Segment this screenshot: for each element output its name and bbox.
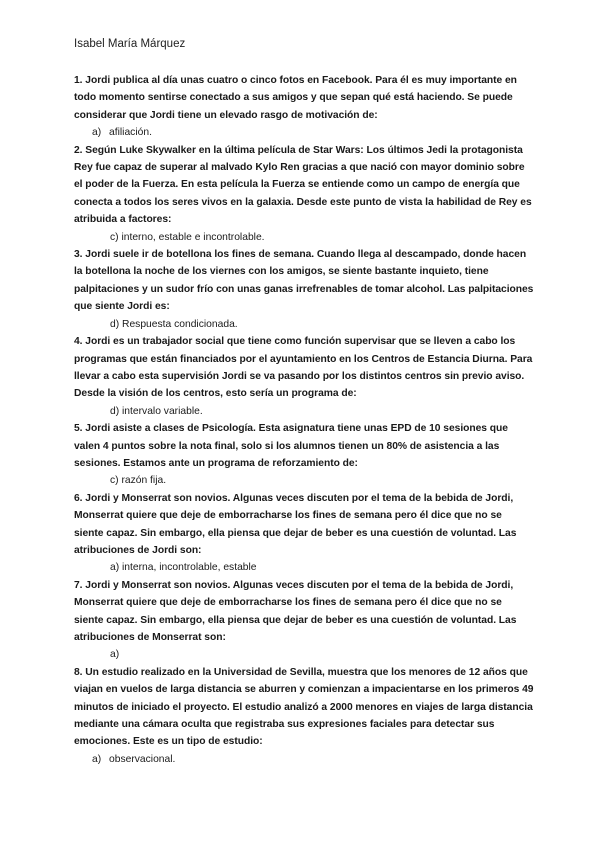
answer-1-text: afiliación. — [109, 127, 152, 139]
question-5: 5. Jordi asiste a clases de Psicología. Esta asignatura tiene unas EPD de 10 sesiones que valen 4 puntos sobre la nota final, solo si los alumnos tienen un 80% de asistencia a las sesiones. Estamos ante un programa de reforzamiento de: — [74, 423, 508, 469]
question-6: 6. Jordi y Monserrat son novios. Algunas veces discuten por el tema de la bebida de Jordi, Monserrat quiere que deje de emborracharse los fines de semana pero él dice que no se siente capaz. Sin embargo, ella piensa que dejar de beber es una cuestión de voluntad. Las atribuciones de Jordi son: — [74, 492, 517, 556]
question-3: 3. Jordi suele ir de botellona los fines de semana. Cuando llega al descampado, donde hacen la botellona la noche de los viernes con los amigos, se siente bastante inquieto, tiene palpitaciones y un sudor frío con unas ganas irrefrenables de tomar alcohol. Las palpitaciones que siente Jordi es: — [74, 249, 534, 313]
answer-4: d) intervalo variable. — [110, 405, 203, 417]
answer-7: a) — [110, 649, 120, 661]
answer-2: c) interno, estable e incontrolable. — [110, 231, 265, 243]
questions-list — [74, 72, 534, 768]
question-2: 2. Según Luke Skywalker en la última película de Star Wars: Los últimos Jedi la protagonista Rey fue capaz de superar al malvado Kylo Ren gracias a que nació con mayor dominio sobre el poder de la Fuerza. En esta película la Fuerza se entiende como un campo de energía que conecta a todos los seres vivos en la galaxia. Desde este punto de vista la habilidad de Rey es atribuida a factores: — [74, 144, 532, 226]
answer-1-marker: a) — [92, 127, 102, 139]
question-1: 1. Jordi publica al día unas cuatro o cinco fotos en Facebook. Para él es muy importante en todo momento sentirse conectado a sus amigos y que sepan qué está haciendo. Se puede considerar que Jordi tiene un elevado rasgo de motivación de: — [74, 75, 517, 121]
question-4: 4. Jordi es un trabajador social que tiene como función supervisar que se lleven a cabo los programas que están financiados por el ayuntamiento en los Centros de Estancia Diurna. Para llevar a cabo esta supervisión Jordi se va pasando por los distintos centros sin previo aviso. Desde la visión de los centros, esto sería un programa de: — [74, 336, 533, 400]
answer-6: a) interna, incontrolable, estable — [110, 562, 257, 574]
author-name: Isabel María Márquez — [74, 38, 186, 50]
answer-8-text: observacional. — [109, 753, 176, 765]
answer-1 — [74, 124, 534, 141]
answer-8-marker: a) — [92, 753, 102, 765]
question-8: 8. Un estudio realizado en la Universidad de Sevilla, muestra que los menores de 12 años que viajan en vuelos de larga distancia se aburren y comienzan a impacientarse en los primeros 49 minutos de iniciado el proyecto. El estudio analizó a 2000 menores en viajes de larga distancia mediante una cámara oculta que registraba sus expresiones faciales para detectar sus emociones. Este es un tipo de estudio: — [74, 666, 534, 748]
answer-3: d) Respuesta condicionada. — [110, 318, 238, 330]
answer-8 — [74, 751, 534, 768]
answer-5: c) razón fija. — [110, 475, 167, 487]
question-7: 7. Jordi y Monserrat son novios. Algunas veces discuten por el tema de la bebida de Jordi, Monserrat quiere que deje de emborracharse los fines de semana pero él dice que no se siente capaz. Sin embargo, ella piensa que dejar de beber es una cuestión de voluntad. Las atribuciones de Monserrat son: — [74, 579, 517, 643]
